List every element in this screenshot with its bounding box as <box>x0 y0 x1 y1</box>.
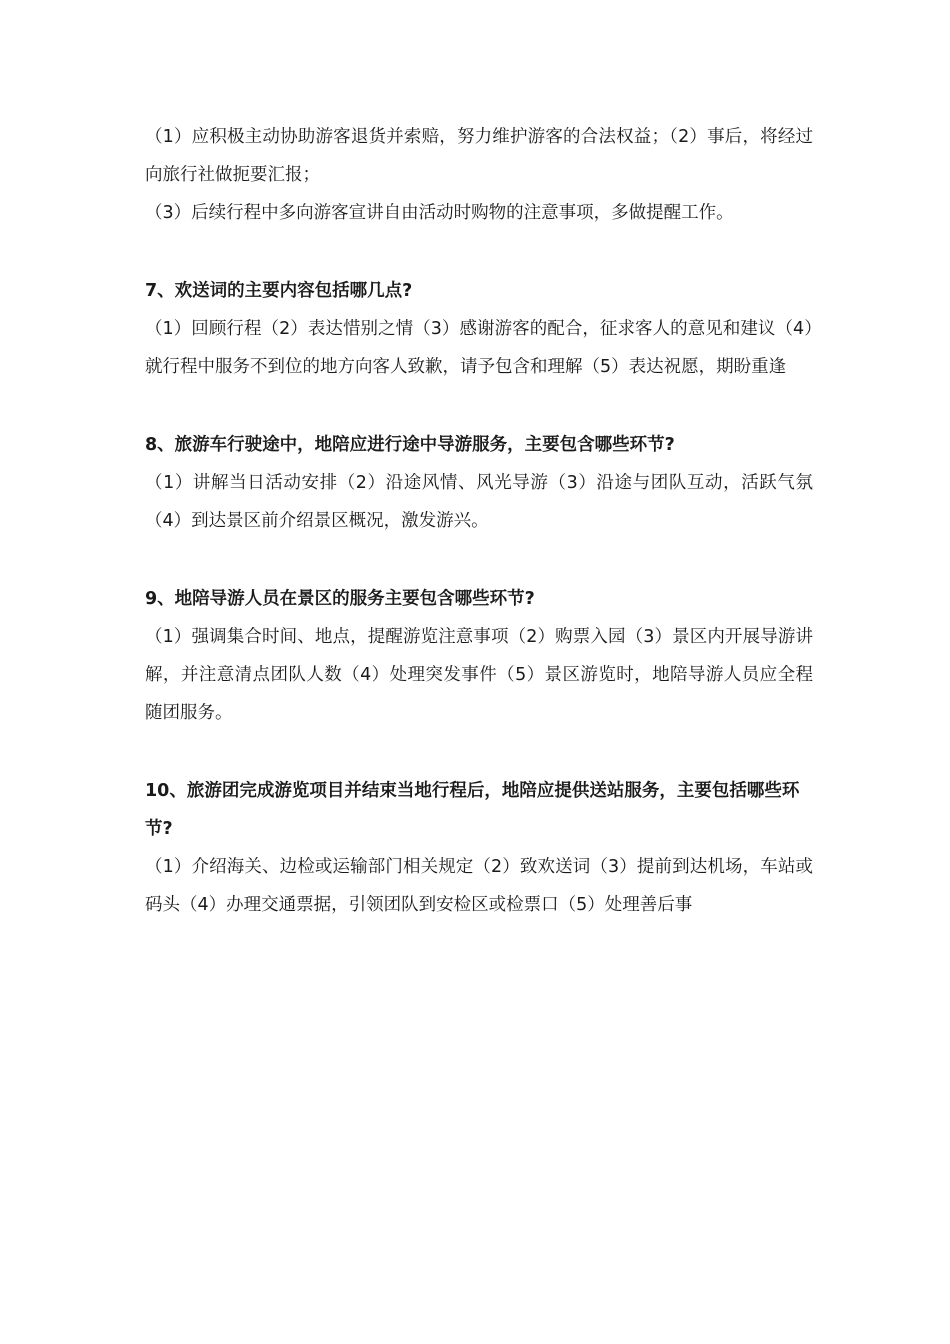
section-gap <box>145 232 813 272</box>
answer-8: （1）讲解当日活动安排（2）沿途风情、风光导游（3）沿途与团队互动，活跃气氛（4）到达景区前介绍景区概况，激发游兴。 <box>145 473 813 531</box>
question-7: 7、欢送词的主要内容包括哪几点? <box>145 281 413 301</box>
answer-6-part-2: （3）后续行程中多向游客宣讲自由活动时购物的注意事项，多做提醒工作。 <box>145 203 734 223</box>
section-gap <box>145 540 813 580</box>
answer-9: （1）强调集合时间、地点，提醒游览注意事项（2）购票入园（3）景区内开展导游讲解，并注意清点团队人数（4）处理突发事件（5）景区游览时，地陪导游人员应全程随团服务。 <box>145 627 813 723</box>
question-10: 10、旅游团完成游览项目并结束当地行程后，地陪应提供送站服务，主要包括哪些环节? <box>145 781 800 839</box>
document-page <box>145 118 813 924</box>
section-gap <box>145 386 813 426</box>
question-8: 8、旅游车行驶途中，地陪应进行途中导游服务，主要包含哪些环节? <box>145 435 675 455</box>
answer-6-part-1: （1）应积极主动协助游客退货并索赔，努力维护游客的合法权益；（2）事后，将经过向旅行社做扼要汇报； <box>145 127 813 185</box>
answer-10: （1）介绍海关、边检或运输部门相关规定（2）致欢送词（3）提前到达机场，车站或码头（4）办理交通票据，引领团队到安检区或检票口（5）处理善后事 <box>145 857 813 915</box>
section-gap <box>145 732 813 772</box>
question-9: 9、地陪导游人员在景区的服务主要包含哪些环节? <box>145 589 535 609</box>
answer-7: （1）回顾行程（2）表达惜别之情（3）感谢游客的配合，征求客人的意见和建议（4）就行程中服务不到位的地方向客人致歉，请予包含和理解（5）表达祝愿，期盼重逢 <box>145 319 813 377</box>
